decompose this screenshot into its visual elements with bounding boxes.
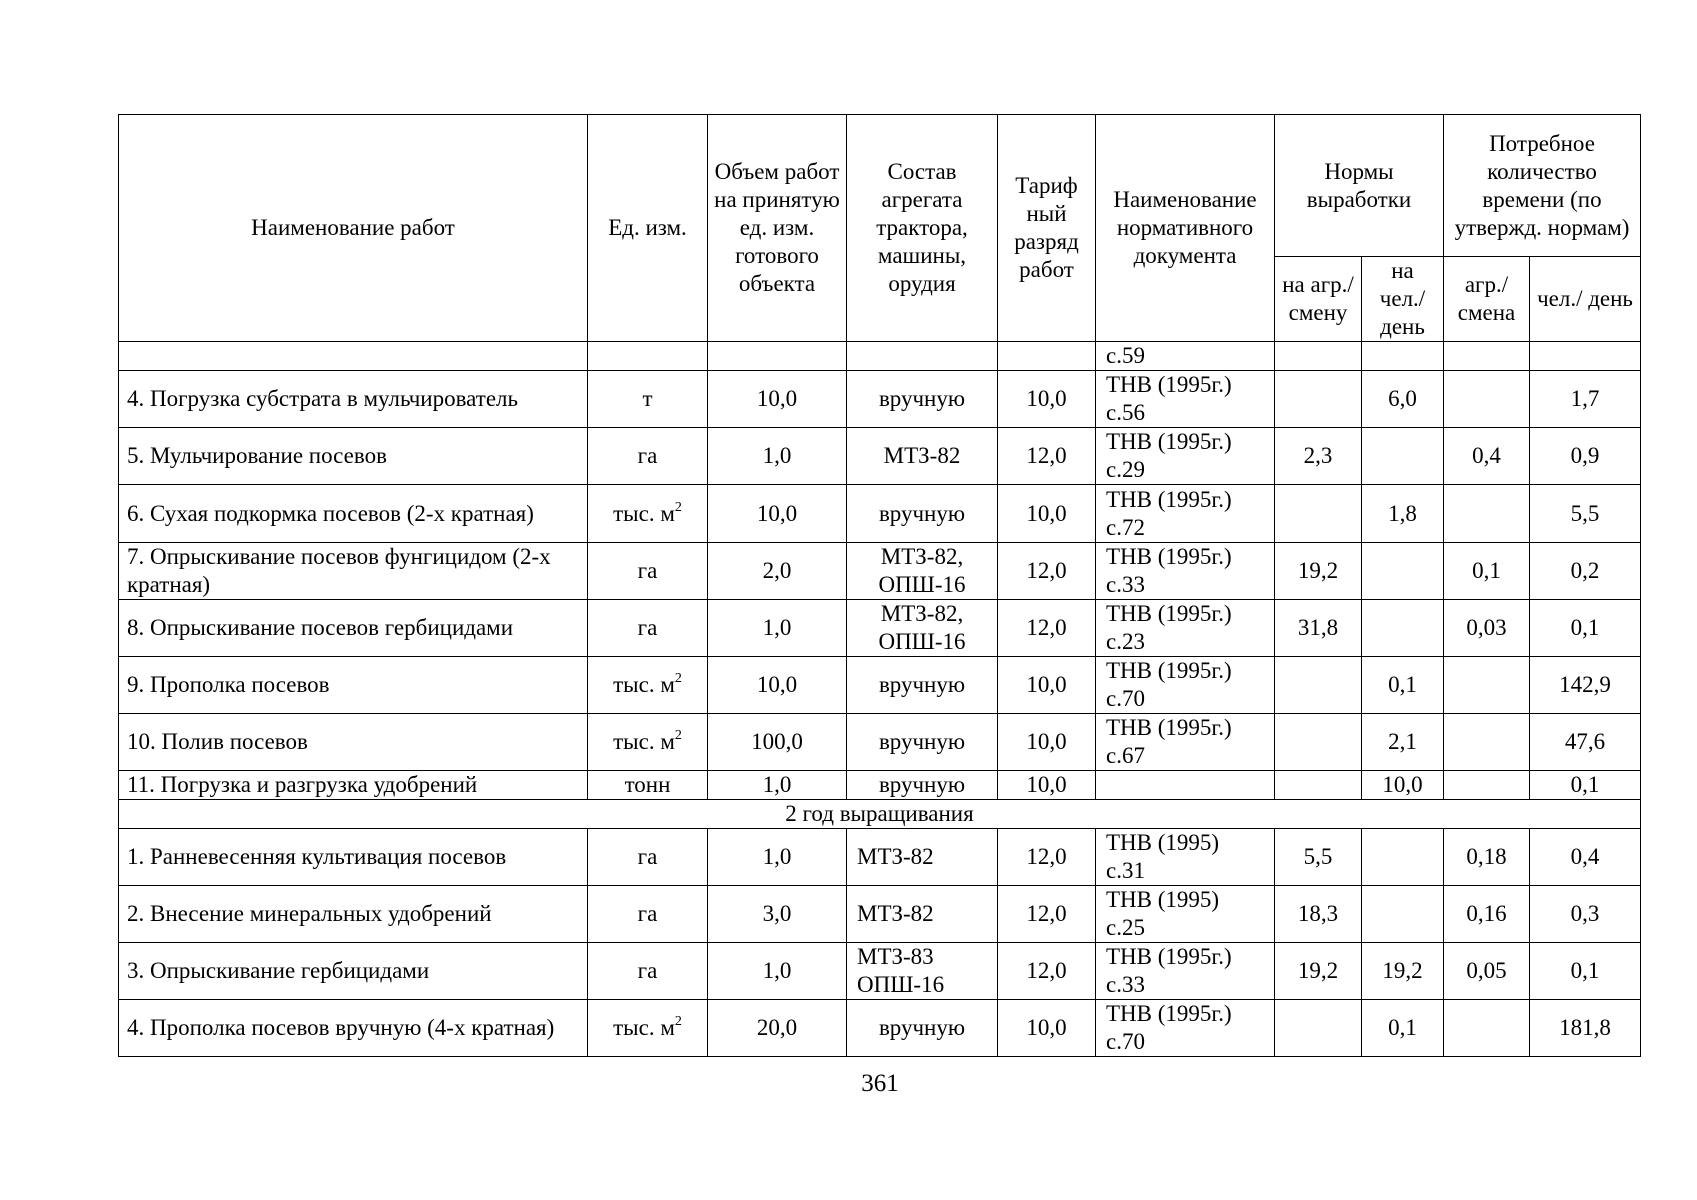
cell-grade: 12,0 [998,886,1096,943]
cell-norm-man: 1,8 [1362,485,1444,543]
cell-volume: 1,0 [708,428,847,485]
cell-name: 8. Опрыскивание посевов гербицидами [119,600,588,657]
header-volume: Объем работ на принятую ед. изм. готового объекта [708,115,847,342]
cell-grade: 12,0 [998,428,1096,485]
cell-name: 9. Прополка посевов [119,657,588,714]
cell-time-agr: 0,4 [1444,428,1530,485]
doc-line-1: ТНВ (1995г.) [1106,658,1232,683]
cell-norm-agr: 19,2 [1275,543,1362,600]
cell-norm-man [1362,886,1444,943]
table-row [119,485,1641,543]
cell-grade: 10,0 [998,714,1096,771]
cell-grade: 12,0 [998,829,1096,886]
cell-volume: 1,0 [708,943,847,1000]
cell-unit [588,485,708,543]
cell-time-man: 0,1 [1530,600,1641,657]
cell-time-agr [1444,485,1530,543]
cell-composition: МТЗ-82 [847,428,998,485]
doc-line-1: ТНВ (1995г.) [1106,429,1232,454]
cell-unit [588,428,708,485]
table-body-year2 [119,829,1641,1057]
cell-norm-agr [1275,1000,1362,1057]
cell-time-agr [1444,714,1530,771]
cell-unit [588,714,708,771]
doc-line-2: с.33 [1106,972,1145,997]
doc-line-2: с.25 [1106,915,1145,940]
cell-time-agr: 0,03 [1444,600,1530,657]
cell-norm-man [1362,428,1444,485]
cell-name [119,342,588,371]
cell-unit [588,829,708,886]
cell-norm-agr [1275,342,1362,371]
unit-text: га [637,901,658,926]
table-row [119,714,1641,771]
table-row [119,943,1641,1000]
cell-composition: вручную [847,771,998,800]
cell-grade [998,342,1096,371]
table-row [119,371,1641,428]
cell-composition: МТЗ-82, ОПШ-16 [847,543,998,600]
doc-line-1: ТНВ (1995г.) [1106,601,1232,626]
unit-text: га [637,443,658,468]
cell-unit [588,342,708,371]
header-norms: Нормы выработки [1275,115,1444,257]
unit-text: га [637,958,658,983]
cell-norm-agr: 31,8 [1275,600,1362,657]
cell-composition [847,342,998,371]
doc-line-1: с.59 [1106,343,1145,368]
cell-time-agr [1444,771,1530,800]
cell-time-man [1530,342,1641,371]
doc-line-2: с.72 [1106,514,1145,540]
cell-grade: 12,0 [998,543,1096,600]
table-row [119,1000,1641,1057]
cell-volume: 10,0 [708,657,847,714]
cell-norm-agr [1275,371,1362,428]
cell-norm-agr: 5,5 [1275,829,1362,886]
cell-name: 5. Мульчирование посевов [119,428,588,485]
cell-doc [1096,771,1275,800]
cell-time-man: 142,9 [1530,657,1641,714]
unit-text: тыс. м [613,1015,675,1040]
cell-norm-man: 19,2 [1362,943,1444,1000]
doc-line-2: с.70 [1106,1029,1145,1054]
cell-time-agr [1444,657,1530,714]
cell-composition: вручную [847,714,998,771]
cell-grade: 10,0 [998,485,1096,543]
cell-time-agr: 0,05 [1444,943,1530,1000]
unit-superscript: 2 [674,1014,682,1029]
cell-time-man: 0,3 [1530,886,1641,943]
doc-line-2: с.31 [1106,858,1145,883]
doc-line-1: ТНВ (1995г.) [1106,715,1232,740]
table-row [119,428,1641,485]
section-title: 2 год выращивания [119,800,1641,829]
table-row [119,342,1641,371]
cell-volume: 1,0 [708,771,847,800]
cell-doc [1096,371,1275,428]
cell-unit [588,371,708,428]
unit-text: тонн [624,772,671,797]
doc-line-1: ТНВ (1995г.) [1106,486,1232,512]
header-norm-man: на чел./ день [1362,257,1444,342]
cell-composition: вручную [847,485,998,543]
cell-name: 4. Прополка посевов вручную (4-х кратная) [119,1000,588,1057]
doc-line-2: с.67 [1106,743,1145,768]
cell-doc [1096,886,1275,943]
cell-composition: МТЗ-83 ОПШ-16 [847,943,998,1000]
cell-time-agr [1444,342,1530,371]
cell-doc [1096,714,1275,771]
cell-norm-agr: 2,3 [1275,428,1362,485]
unit-text: тыс. м [613,672,675,697]
cell-norm-man: 10,0 [1362,771,1444,800]
cell-composition: вручную [847,657,998,714]
cell-norm-agr [1275,485,1362,543]
cell-doc [1096,428,1275,485]
table-row [119,886,1641,943]
page-number: 361 [861,1070,899,1097]
cell-time-man: 181,8 [1530,1000,1641,1057]
cell-norm-agr [1275,714,1362,771]
doc-line-1: ТНВ (1995) [1106,830,1220,855]
unit-superscript: 2 [674,728,682,743]
table-section [119,800,1641,829]
cell-volume: 3,0 [708,886,847,943]
header-time: Потребное количество времени (по утвержд. нормам) [1444,115,1641,257]
cell-time-agr [1444,371,1530,428]
cell-name: 2. Внесение минеральных удобрений [119,886,588,943]
header-norm-agr: на агр./ смену [1275,257,1362,342]
header-unit: Ед. изм. [588,115,708,342]
cell-grade: 10,0 [998,1000,1096,1057]
unit-superscript: 2 [674,499,682,515]
cell-time-man: 0,2 [1530,543,1641,600]
cell-time-man: 0,1 [1530,943,1641,1000]
cell-time-agr: 0,18 [1444,829,1530,886]
unit-text: т [642,386,653,411]
header-composition: Состав агрегата трактора, машины, орудия [847,115,998,342]
doc-line-2: с.23 [1106,629,1145,654]
cell-doc [1096,342,1275,371]
cell-composition: МТЗ-82, ОПШ-16 [847,600,998,657]
cell-composition: вручную [847,371,998,428]
cell-volume: 20,0 [708,1000,847,1057]
header-doc: Наименование нормативного документа [1096,115,1275,342]
cell-time-man: 5,5 [1530,485,1641,543]
unit-text: га [637,558,658,583]
cell-volume: 100,0 [708,714,847,771]
doc-line-1: ТНВ (1995г.) [1106,372,1232,397]
table-row [119,600,1641,657]
table-row [119,829,1641,886]
table-row [119,657,1641,714]
doc-line-2: с.56 [1106,400,1145,425]
cell-norm-agr: 18,3 [1275,886,1362,943]
cell-name: 3. Опрыскивание гербицидами [119,943,588,1000]
cell-grade: 10,0 [998,771,1096,800]
cell-norm-man [1362,600,1444,657]
unit-text: га [637,615,658,640]
cell-name: 7. Опрыскивание посевов фунгицидом (2-х кратная) [119,543,588,600]
cell-time-man: 0,1 [1530,771,1641,800]
doc-line-2: с.33 [1106,572,1145,597]
cell-name: 6. Сухая подкормка посевов (2-х кратная) [119,485,588,543]
cell-name: 11. Погрузка и разгрузка удобрений [119,771,588,800]
cell-unit [588,600,708,657]
doc-line-1: ТНВ (1995) [1106,887,1220,912]
cell-norm-man [1362,543,1444,600]
cell-doc [1096,600,1275,657]
cell-unit [588,657,708,714]
doc-line-2: с.70 [1106,686,1145,711]
cell-norm-agr [1275,657,1362,714]
cell-doc [1096,485,1275,543]
cell-unit [588,543,708,600]
cell-time-agr [1444,1000,1530,1057]
cell-time-man: 0,9 [1530,428,1641,485]
cell-doc [1096,829,1275,886]
cell-volume: 10,0 [708,485,847,543]
cell-volume: 1,0 [708,829,847,886]
cell-time-man: 47,6 [1530,714,1641,771]
cell-volume [708,342,847,371]
cell-time-agr: 0,1 [1444,543,1530,600]
cell-norm-agr: 19,2 [1275,943,1362,1000]
doc-line-1: ТНВ (1995г.) [1106,1001,1232,1026]
cell-composition: МТЗ-82 [847,886,998,943]
cell-norm-man: 2,1 [1362,714,1444,771]
cell-time-agr: 0,16 [1444,886,1530,943]
table-body-year1 [119,342,1641,800]
cell-norm-man: 6,0 [1362,371,1444,428]
cell-unit [588,1000,708,1057]
table-row [119,543,1641,600]
cell-time-man: 1,7 [1530,371,1641,428]
cell-unit [588,943,708,1000]
cell-doc [1096,943,1275,1000]
cell-volume: 2,0 [708,543,847,600]
cell-grade: 12,0 [998,600,1096,657]
cell-name: 1. Ранневесенняя культивация посевов [119,829,588,886]
cell-grade: 10,0 [998,657,1096,714]
cell-norm-agr [1275,771,1362,800]
doc-line-1: ТНВ (1995г.) [1106,544,1232,569]
unit-text: га [637,844,658,869]
cell-unit [588,886,708,943]
header-time-man: чел./ день [1530,257,1641,342]
cell-composition: МТЗ-82 [847,829,998,886]
cell-norm-man: 0,1 [1362,657,1444,714]
cell-grade: 12,0 [998,943,1096,1000]
cell-composition: вручную [847,1000,998,1057]
cell-norm-man: 0,1 [1362,1000,1444,1057]
cell-time-man: 0,4 [1530,829,1641,886]
cell-name: 4. Погрузка субстрата в мульчирователь [119,371,588,428]
cell-volume: 1,0 [708,600,847,657]
work-norms-table [118,114,1641,1057]
cell-name: 10. Полив посевов [119,714,588,771]
header-grade: Тариф ный разряд работ [998,115,1096,342]
cell-norm-man [1362,829,1444,886]
header-time-agr: агр./ смена [1444,257,1530,342]
doc-line-1: ТНВ (1995г.) [1106,944,1232,969]
unit-superscript: 2 [674,671,682,686]
header-name: Наименование работ [119,115,588,342]
cell-unit [588,771,708,800]
cell-volume: 10,0 [708,371,847,428]
cell-doc [1096,543,1275,600]
cell-norm-man [1362,342,1444,371]
unit-text: тыс. м [613,729,675,754]
unit-text: тыс. м [613,500,675,526]
cell-doc [1096,1000,1275,1057]
cell-grade: 10,0 [998,371,1096,428]
doc-line-2: с.29 [1106,457,1145,482]
cell-doc [1096,657,1275,714]
table-row [119,771,1641,800]
